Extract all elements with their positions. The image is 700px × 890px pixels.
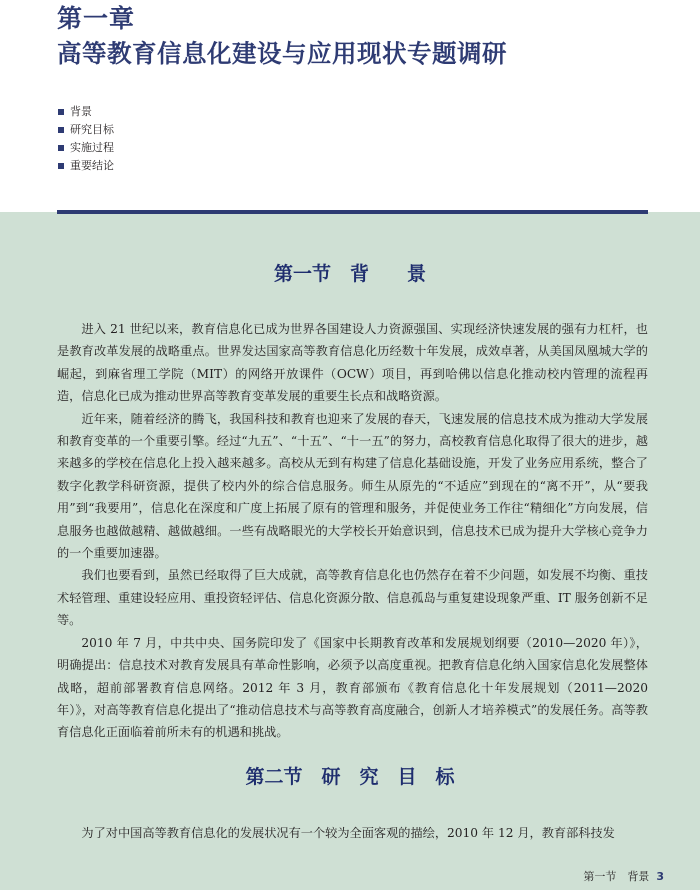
chapter-label: 第一章 <box>57 4 136 33</box>
toc-item-label: 实施过程 <box>70 141 114 154</box>
header-divider <box>57 210 648 214</box>
page-number: 3 <box>656 870 664 883</box>
toc-item-label: 重要结论 <box>70 159 114 172</box>
paragraph: 我们也要看到，虽然已经取得了巨大成就，高等教育信息化也仍然存在着不少问题，如发展不均衡、重技术轻管理、重建设轻应用、重投资轻评估、信息化资源分散、信息孤岛与重复建设现象严重、IT 服务创新不足等。 <box>57 568 648 628</box>
section-body-objectives <box>57 822 648 844</box>
paragraph: 为了对中国高等教育信息化的发展状况有一个较为全面客观的描绘，2010 年 12 月，教育部科技发 <box>81 826 615 840</box>
toc-item-label: 研究目标 <box>70 123 114 136</box>
paragraph: 近年来，随着经济的腾飞，我国科技和教育也迎来了发展的春天，飞速发展的信息技术成为推动大学发展和教育变革的一个重要引擎。经过“九五”、“十五”、“十一五”的努力，高校教育信息化取得了很大的进步，越来越多的学校在信息化上投入越来越多。高校从无到有构建了信息化基础设施，开发了业务应用系统，整合了数字化教学科研资源，提供了校内外的综合信息服务。师生从原先的“不适应”到现在的“离不开”，从“要我用”到“我要用”，信息化在深度和广度上拓展了原有的管理和服务，并促使业务工作往“精细化”方向发展，信息服务也越做越精、越做越细。一些有战略眼光的大学校长开始意识到，信息技术已成为提升大学核心竞争力的一个重要加速器。 <box>57 411 648 561</box>
chapter-contents-list <box>58 103 114 175</box>
chapter-title: 高等教育信息化建设与应用现状专题调研 <box>57 39 507 68</box>
section-heading-objectives: 第二节 研 究 目 标 <box>245 766 455 788</box>
toc-item[interactable] <box>58 139 114 157</box>
paragraph: 进入 21 世纪以来，教育信息化已成为世界各国建设人力资源强国、实现经济快速发展的强有力杠杆，也是教育改革发展的战略重点。世界发达国家高等教育信息化历经数十年发展，成效卓著，从美国凤凰城大学的崛起，到麻省理工学院（MIT）的网络开放课件（OCW）项目，再到哈佛以信息化推动校内管理的流程再造，信息化已成为推动世界高等教育变革发展的重要生长点和战略资源。 <box>57 322 648 404</box>
square-bullet-icon <box>58 127 64 133</box>
footer-section-label: 第一节 背景 <box>583 870 650 883</box>
section-heading-background: 第一节 背 景 <box>273 263 426 285</box>
square-bullet-icon <box>58 145 64 151</box>
toc-item[interactable] <box>58 103 114 121</box>
square-bullet-icon <box>58 109 64 115</box>
toc-item-label: 背景 <box>70 105 92 118</box>
paragraph: 2010 年 7 月，中共中央、国务院印发了《国家中长期教育改革和发展规划纲要（2010—2020 年）》，明确提出：信息技术对教育发展具有革命性影响，必须予以高度重视。把教育信息化纳入国家信息化发展整体战略，超前部署教育信息网络。2012 年 3 月，教育部颁布《教育信息化十年发展规划（2011—2020 年）》，对高等教育信息化提出了“推动信息技术与高等教育高度融合，创新人才培养模式”的发展任务。高等教育信息化正面临着前所未有的机遇和挑战。 <box>57 635 648 740</box>
page-footer <box>583 868 664 884</box>
toc-item[interactable] <box>58 157 114 175</box>
toc-item[interactable] <box>58 121 114 139</box>
square-bullet-icon <box>58 163 64 169</box>
section-body-background <box>57 318 648 744</box>
